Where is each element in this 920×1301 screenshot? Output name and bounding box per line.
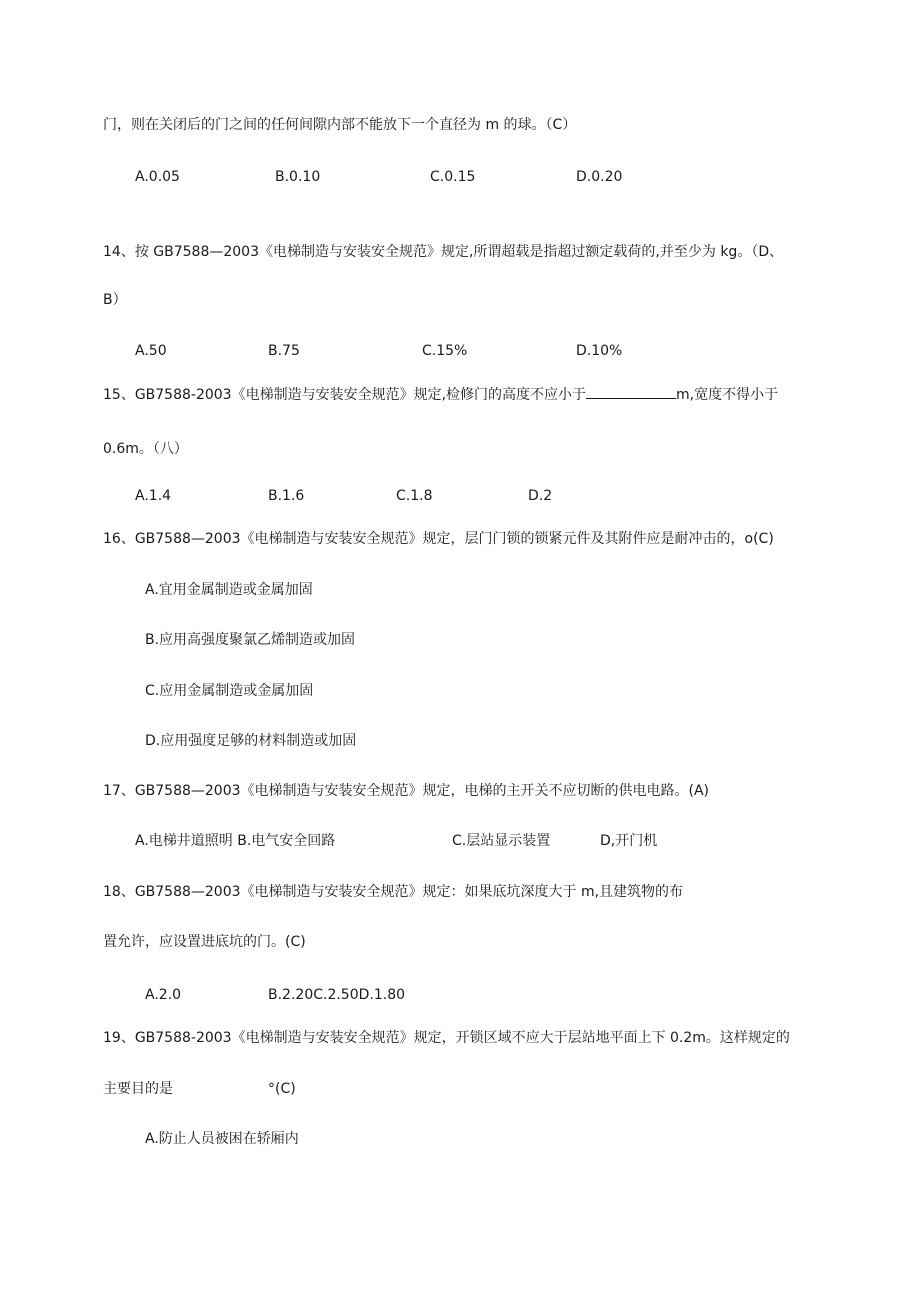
q18-option-a: A.2.0	[145, 987, 182, 1003]
q16-option-c: C.应用金属制造或金属加固	[145, 683, 314, 699]
q13-option-d: D.0.20	[576, 169, 623, 185]
q15-option-a: A.1.4	[135, 488, 172, 504]
q13-text: 门，则在关闭后的门之间的任何间隙内部不能放下一个直径为 m 的球。（C）	[103, 117, 577, 133]
q16-option-d: D.应用强度足够的材料制造或加固	[145, 733, 357, 749]
q17-option-c: C.层站显示装置	[452, 833, 551, 849]
q16-text: 16、GB7588—2003《电梯制造与安装安全规范》规定，层门门锁的锁紧元件及其附件应是耐冲击的，o(C)	[103, 531, 774, 547]
q19-option-a: A.防止人员被困在轿厢内	[145, 1131, 299, 1147]
q16-option-a: A.宜用金属制造或金属加固	[145, 582, 313, 598]
q18-text-cont: 置允许，应设置进底坑的门。(C)	[103, 934, 306, 950]
q19-text-cont-pre: 主要目的是	[103, 1081, 173, 1097]
q17-option-ab: A.电梯井道照明 B.电气安全回路	[135, 833, 336, 849]
q17-text: 17、GB7588—2003《电梯制造与安装安全规范》规定，电梯的主开关不应切断的供电电路。(A)	[103, 783, 710, 799]
q16-option-b: B.应用高强度聚氯乙烯制造或加固	[145, 632, 356, 648]
q14-text-cont: B）	[103, 292, 127, 308]
q15-option-b: B.1.6	[268, 488, 305, 504]
q18-option-bcd: B.2.20C.2.50D.1.80	[268, 987, 406, 1003]
q15-option-c: C.1.8	[396, 488, 433, 504]
q13-option-b: B.0.10	[275, 169, 321, 185]
q14-option-c: C.15%	[422, 343, 468, 359]
answer-blank	[586, 384, 676, 399]
q14-text: 14、按 GB7588—2003《电梯制造与安装安全规范》规定,所谓超载是指超过额定载荷的,并至少为 kg。（D、	[103, 244, 784, 260]
q17-option-d: D,开门机	[600, 833, 658, 849]
q19-text: 19、GB7588-2003《电梯制造与安装安全规范》规定，开锁区域不应大于层站地平面上下 0.2m。这样规定的	[103, 1030, 790, 1046]
q15-text-pre: 15、GB7588-2003《电梯制造与安装安全规范》规定,检修门的高度不应小于	[103, 387, 587, 403]
q15-text	[103, 384, 778, 405]
q13-option-a: A.0.05	[135, 169, 180, 185]
q15-option-d: D.2	[528, 488, 553, 504]
q14-option-b: B.75	[268, 343, 300, 359]
q15-text-post: m,宽度不得小于	[676, 387, 779, 403]
q19-text-cont-post: °(C)	[268, 1081, 296, 1097]
q18-text: 18、GB7588—2003《电梯制造与安装安全规范》规定：如果底坑深度大于 m,且建筑物的布	[103, 884, 684, 900]
q14-option-a: A.50	[135, 343, 167, 359]
q15-text-cont: 0.6m。（八）	[103, 441, 188, 457]
q14-option-d: D.10%	[576, 343, 623, 359]
q13-option-c: C.0.15	[430, 169, 476, 185]
